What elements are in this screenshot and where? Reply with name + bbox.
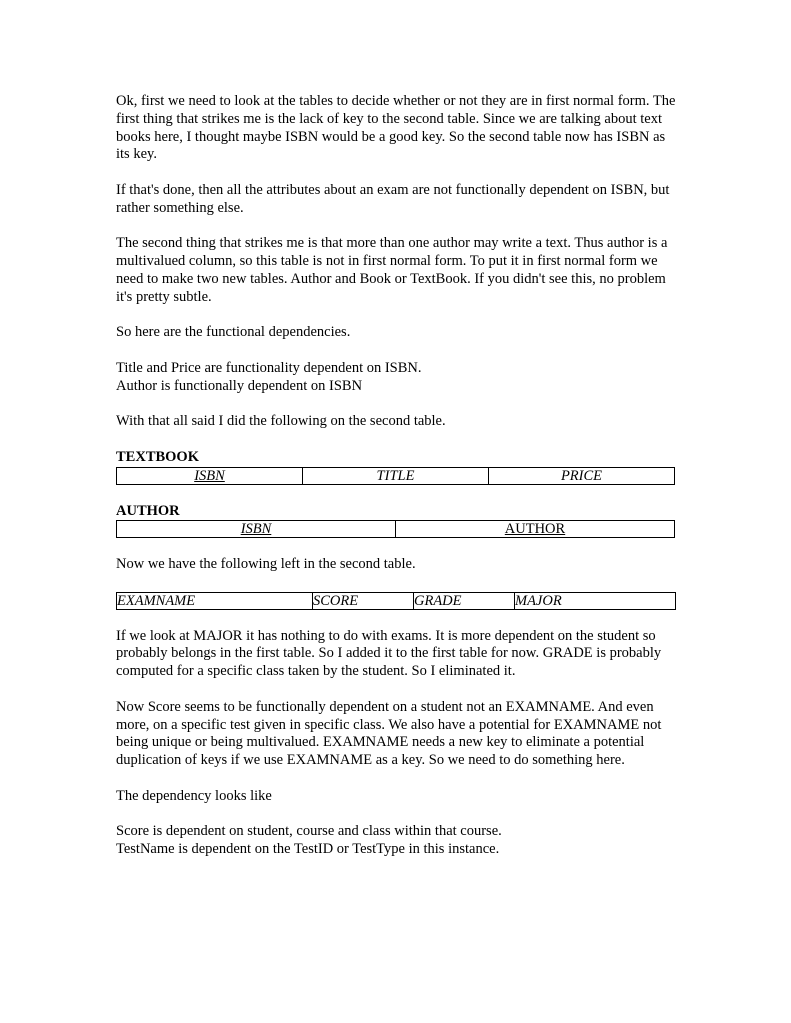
paragraph-testname-dependency: TestName is dependent on the TestID or TestType in this instance. (116, 841, 500, 858)
table-cell (313, 592, 414, 609)
exam-grade-header: GRADE (414, 592, 462, 609)
textbook-table-caption: TEXTBOOK (116, 448, 199, 465)
table-cell (414, 592, 515, 609)
paragraph-score-examname-analysis: Now Score seems to be functionally dependent on a student not an EXAMNAME. And even more, on a specific test given in specific class. We also have a potential for EXAMNAME not being unique or being multivalued. EXAMNAME needs a new key to eliminate a potential duplication of keys if we use EXAMNAME as a key. So we need to do something here. (116, 698, 662, 769)
table-cell (489, 467, 675, 484)
exam-examname-header: EXAMNAME (117, 592, 196, 609)
paragraph-dependency-intro: The dependency looks like (116, 787, 272, 804)
table-cell (396, 521, 675, 538)
table-cell (117, 592, 313, 609)
table-row (117, 592, 676, 609)
table-cell (515, 592, 676, 609)
table-row (117, 467, 675, 484)
exam-major-header: MAJOR (515, 592, 562, 609)
paragraph-first-normal-form: Ok, first we need to look at the tables to decide whether or not they are in first normal form. The first thing that strikes me is the lack of key to the second table. Since we are talking about text books here, I thought maybe ISBN would be a good key. So the second table now has ISBN as its key. (116, 93, 676, 163)
author-table-caption: AUTHOR (116, 502, 180, 519)
textbook-price-header: PRICE (560, 467, 603, 484)
textbook-table (116, 467, 675, 485)
author-isbn-header: ISBN (240, 521, 272, 538)
paragraph-score-dependency: Score is dependent on student, course and class within that course. (116, 823, 502, 840)
spacer (116, 538, 676, 556)
document-page (116, 93, 676, 859)
spacer (116, 485, 676, 503)
paragraph-remaining-table-intro: Now we have the following left in the second table. (116, 556, 416, 573)
paragraph-author-dependency: Author is functionally dependent on ISBN (116, 377, 363, 394)
table-row (117, 521, 675, 538)
textbook-title-header: TITLE (376, 467, 415, 484)
spacer (116, 610, 676, 628)
author-table (116, 520, 675, 538)
exam-table (116, 592, 676, 610)
paragraph-exam-attributes: If that's done, then all the attributes about an exam are not functionally dependent on ISBN, but rather something else. (116, 181, 670, 216)
paragraph-functional-dependencies-intro: So here are the functional dependencies. (116, 324, 351, 341)
paragraph-major-grade-analysis: If we look at MAJOR it has nothing to do with exams. It is more dependent on the student so probably belongs in the first table. So I added it to the first table for now. GRADE is probably computed for a specific class taken by the student. So I eliminated it. (116, 627, 662, 680)
paragraph-title-price-dependency: Title and Price are functionality dependent on ISBN. (116, 359, 422, 376)
paragraph-multivalued-author: The second thing that strikes me is that more than one author may write a text. Thus author is a multivalued column, so this table is not in first normal form. To put it in first normal form we need to make two new tables. Author and Book or TextBook. If you didn't see this, no problem it's pretty subtle. (116, 235, 668, 305)
exam-score-header: SCORE (313, 592, 359, 609)
table-cell (303, 467, 489, 484)
textbook-isbn-header: ISBN (194, 467, 225, 484)
table-cell (117, 521, 396, 538)
table-cell (117, 467, 303, 484)
paragraph-second-table-intro: With that all said I did the following on the second table. (116, 413, 446, 430)
author-author-header: AUTHOR (504, 521, 566, 538)
